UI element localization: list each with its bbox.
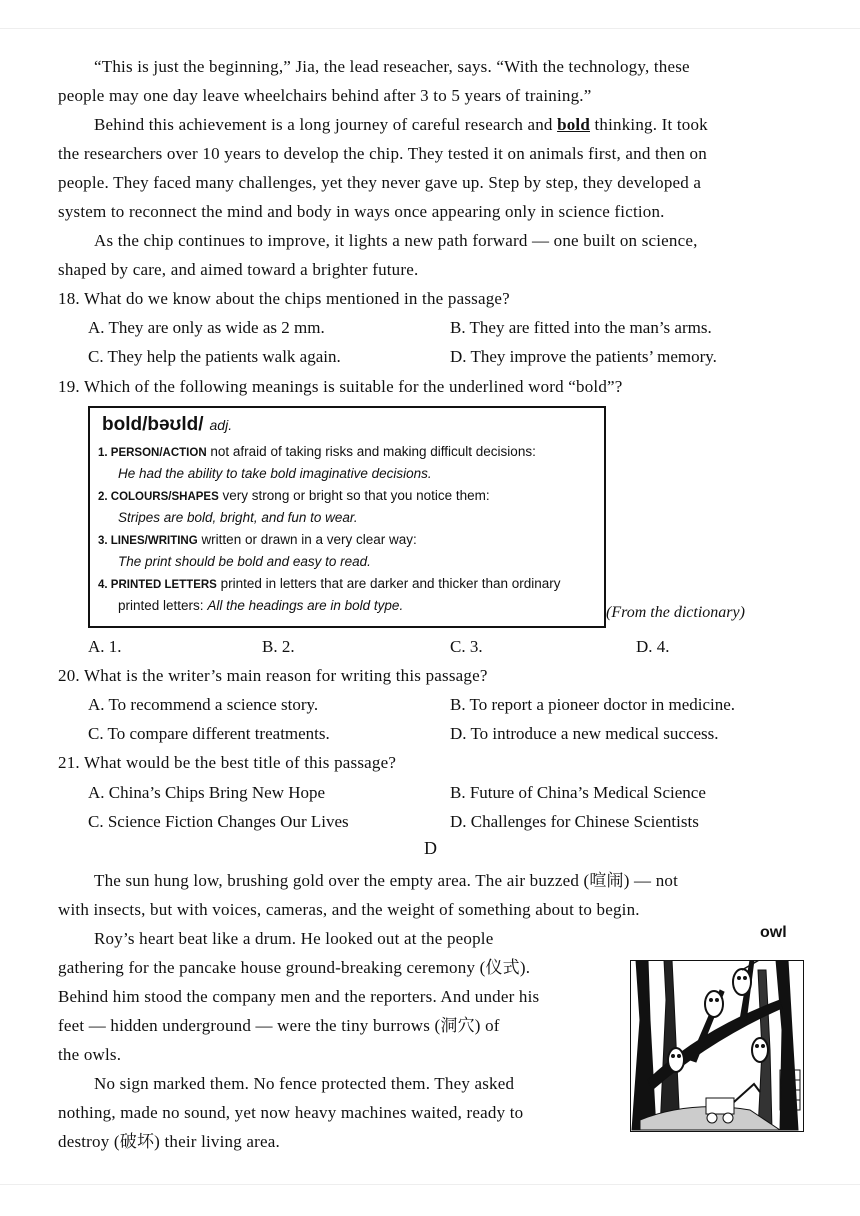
dictionary-entry-box xyxy=(88,406,606,628)
question-stem: 21. What would be the best title of this passage? xyxy=(58,753,397,772)
answer-option[interactable]: B. 2. xyxy=(262,637,295,656)
answer-option[interactable]: D. To introduce a new medical success. xyxy=(450,724,719,743)
passage-line: destroy (破坏) their living area. xyxy=(58,1132,280,1151)
answer-option[interactable]: B. To report a pioneer doctor in medicine. xyxy=(450,695,736,714)
question-stem: 20. What is the writer’s main reason for writing this passage? xyxy=(58,666,488,685)
underlined-word-bold: bold xyxy=(557,115,590,134)
passage-line: shaped by care, and aimed toward a brighter future. xyxy=(58,260,419,279)
answer-option[interactable]: D. They improve the patients’ memory. xyxy=(450,347,717,366)
headword-text: bold/bəʊld/ xyxy=(102,414,204,435)
dictionary-source: (From the dictionary) xyxy=(606,604,745,621)
passage-line: Behind him stood the company men and the reporters. And under his xyxy=(58,987,540,1006)
dictionary-sense xyxy=(98,576,561,591)
passage-line xyxy=(94,110,708,139)
dictionary-headword xyxy=(102,414,232,436)
passage-line: people may one day leave wheelchairs behind after 3 to 5 years of training.” xyxy=(58,86,592,105)
sense-definition: printed letters: xyxy=(118,598,204,613)
sense-label: 3. LINES/WRITING xyxy=(98,535,198,547)
passage-line: Roy’s heart beat like a drum. He looked out at the people xyxy=(94,929,494,948)
answer-option[interactable]: B. Future of China’s Medical Science xyxy=(450,783,706,802)
dictionary-sense-continued xyxy=(118,598,403,613)
sense-label: 2. COLOURS/SHAPES xyxy=(98,491,219,503)
page-top-border xyxy=(0,28,860,29)
passage-line: nothing, made no sound, yet now heavy machines waited, ready to xyxy=(58,1103,524,1122)
dictionary-sense xyxy=(98,444,536,459)
passage-line: the owls. xyxy=(58,1045,122,1064)
question-stem: 19. Which of the following meanings is suitable for the underlined word “bold”? xyxy=(58,377,623,396)
dictionary-sense xyxy=(98,532,417,547)
answer-option[interactable]: C. They help the patients walk again. xyxy=(88,347,341,366)
sense-definition: written or drawn in a very clear way: xyxy=(201,532,417,547)
sense-example: Stripes are bold, bright, and fun to wear. xyxy=(118,510,358,525)
answer-option[interactable]: A. They are only as wide as 2 mm. xyxy=(88,318,325,337)
answer-option[interactable]: C. To compare different treatments. xyxy=(88,724,330,743)
answer-option[interactable]: A. 1. xyxy=(88,637,122,656)
sense-definition: very strong or bright so that you notice them: xyxy=(222,488,490,503)
sense-label: 1. PERSON/ACTION xyxy=(98,447,207,459)
passage-line: feet — hidden underground — were the tiny burrows (洞穴) of xyxy=(58,1016,500,1035)
owl-illustration xyxy=(630,960,804,1132)
passage-line: with insects, but with voices, cameras, and the weight of something about to begin. xyxy=(58,900,640,919)
passage-line: The sun hung low, brushing gold over the empty area. The air buzzed (喧闹) — not xyxy=(94,871,679,890)
answer-option[interactable]: A. To recommend a science story. xyxy=(88,695,319,714)
sense-example: The print should be bold and easy to read. xyxy=(118,554,371,569)
passage-line: gathering for the pancake house ground-breaking ceremony (仪式). xyxy=(58,958,531,977)
answer-option[interactable]: A. China’s Chips Bring New Hope xyxy=(88,783,326,802)
passage-text: thinking. It took xyxy=(590,115,708,134)
passage-line: people. They faced many challenges, yet they never gave up. Step by step, they developed a xyxy=(58,173,702,192)
part-of-speech: adj. xyxy=(209,417,233,433)
answer-option[interactable]: D. Challenges for Chinese Scientists xyxy=(450,812,699,831)
sense-definition: printed in letters that are darker and thicker than ordinary xyxy=(220,576,561,591)
passage-line: the researchers over 10 years to develop the chip. They tested it on animals first, and then on xyxy=(58,144,707,163)
passage-line: “This is just the beginning,” Jia, the lead reseacher, says. “With the technology, these xyxy=(94,57,690,76)
passage-text: Behind this achievement is a long journey of careful research and xyxy=(94,115,558,134)
answer-option[interactable]: C. 3. xyxy=(450,637,483,656)
dictionary-sense xyxy=(98,488,490,503)
passage-line: system to reconnect the mind and body in ways once appearing only in science fiction. xyxy=(58,202,665,221)
question-stem: 18. What do we know about the chips mentioned in the passage? xyxy=(58,289,510,308)
sense-example: All the headings are in bold type. xyxy=(207,598,404,613)
answer-option[interactable]: D. 4. xyxy=(636,637,670,656)
answer-option[interactable]: B. They are fitted into the man’s arms. xyxy=(450,318,712,337)
answer-option[interactable]: C. Science Fiction Changes Our Lives xyxy=(88,812,349,831)
passage-line: No sign marked them. No fence protected them. They asked xyxy=(94,1074,515,1093)
section-heading: D xyxy=(424,838,437,858)
sense-label: 4. PRINTED LETTERS xyxy=(98,579,217,591)
passage-line: As the chip continues to improve, it lights a new path forward — one built on science, xyxy=(94,231,698,250)
sense-example: He had the ability to take bold imaginative decisions. xyxy=(118,466,432,481)
sense-definition: not afraid of taking risks and making difficult decisions: xyxy=(210,444,536,459)
illustration-label: owl xyxy=(760,924,787,941)
page-bottom-border xyxy=(0,1184,860,1185)
